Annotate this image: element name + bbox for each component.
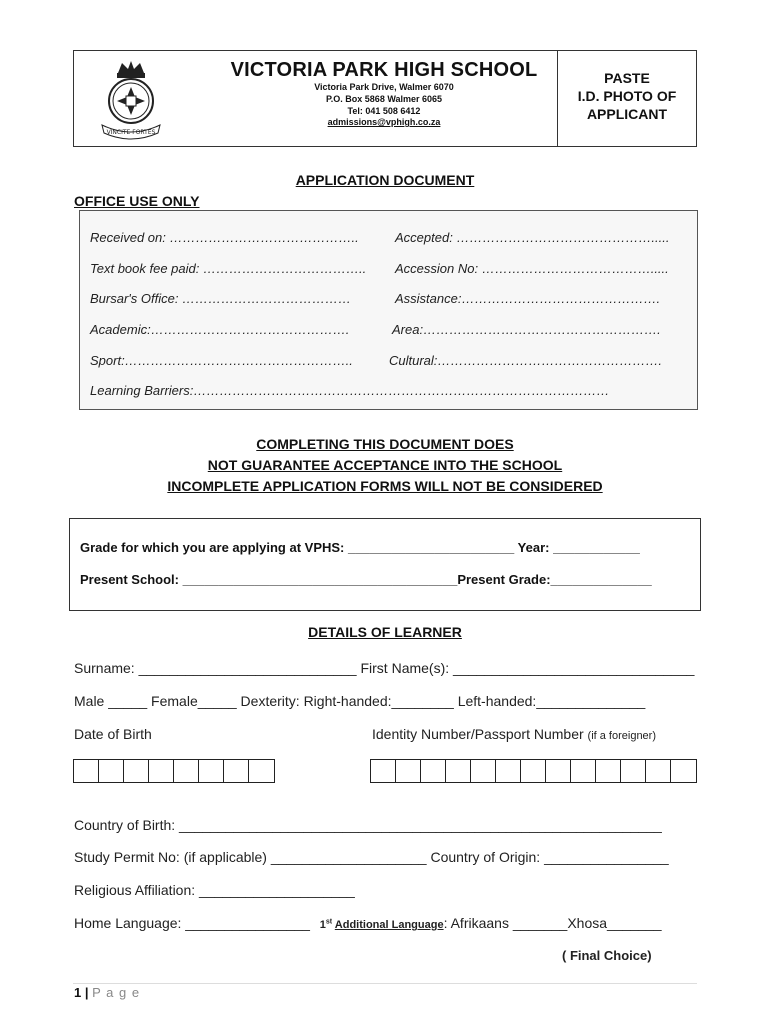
additional-language-ordinal: 1: [319, 919, 326, 931]
footer-divider: [73, 983, 697, 984]
cultural-field[interactable]: Cultural:…………………………………………….: [389, 353, 663, 368]
id-digit-box[interactable]: [571, 760, 596, 782]
dob-digit-box[interactable]: [199, 760, 224, 782]
assistance-field[interactable]: Assistance:……………………………………….: [395, 291, 661, 306]
id-digit-box[interactable]: [446, 760, 471, 782]
id-digit-box[interactable]: [496, 760, 521, 782]
learner-details-title: DETAILS OF LEARNER: [308, 624, 462, 640]
photo-line-2: I.D. PHOTO OF: [577, 88, 677, 104]
id-number-label: [372, 726, 656, 742]
sport-field[interactable]: Sport:……………………………………………..: [90, 353, 353, 368]
page-word: P a g e: [92, 985, 141, 1000]
learning-barriers-field[interactable]: Learning Barriers:……………………………………………………………………………………: [90, 383, 610, 398]
id-number-label-text: Identity Number/Passport Number: [372, 726, 584, 742]
page-number: 1: [74, 985, 82, 1000]
religious-affiliation-field[interactable]: Religious Affiliation: ____________________: [74, 882, 355, 898]
dob-digit-box[interactable]: [249, 760, 274, 782]
school-crest: [96, 59, 166, 141]
dob-digit-box[interactable]: [174, 760, 199, 782]
date-of-birth-label: Date of Birth: [74, 726, 152, 742]
accession-no-field[interactable]: Accession No: ………………………………….....: [395, 261, 669, 276]
id-digit-box[interactable]: [521, 760, 546, 782]
bursar-office-field[interactable]: Bursar's Office: …………………………………: [90, 291, 352, 306]
id-digit-box[interactable]: [621, 760, 646, 782]
page-footer: [74, 985, 140, 1000]
additional-language-options: : Afrikaans _______Xhosa_______: [443, 915, 662, 931]
id-digit-box[interactable]: [646, 760, 671, 782]
photo-line-1: PASTE: [604, 70, 650, 86]
gender-dexterity-field[interactable]: Male _____ Female_____ Dexterity: Right-handed:________ Left-handed:______________: [74, 693, 646, 709]
id-digit-box[interactable]: [546, 760, 571, 782]
id-digit-box[interactable]: [596, 760, 621, 782]
additional-language-text: Additional Language: [334, 919, 444, 931]
page-separator: |: [84, 985, 89, 1000]
additional-language-suffix: st: [325, 918, 333, 926]
school-email: admissions@vphigh.co.za: [327, 117, 441, 127]
country-of-birth-field[interactable]: Country of Birth: ______________________________________________________________: [74, 817, 662, 833]
dob-digit-box[interactable]: [99, 760, 124, 782]
area-field[interactable]: Area:……………………………………………….: [392, 322, 661, 337]
office-use-box: [79, 210, 698, 410]
dob-digit-box[interactable]: [224, 760, 249, 782]
date-of-birth-boxes[interactable]: [73, 759, 275, 783]
id-number-boxes[interactable]: [370, 759, 697, 783]
final-choice-note: ( Final Choice): [562, 948, 652, 963]
dob-digit-box[interactable]: [149, 760, 174, 782]
received-on-field[interactable]: Received on: ……………………………………..: [90, 230, 359, 245]
photo-line-3: APPLICANT: [586, 106, 668, 122]
warning-line-3: INCOMPLETE APPLICATION FORMS WILL NOT BE CONSIDERED: [167, 478, 603, 494]
academic-field[interactable]: Academic:……………………………………….: [90, 322, 350, 337]
warning-line-1: COMPLETING THIS DOCUMENT DOES: [256, 436, 514, 452]
home-language-field[interactable]: [74, 915, 662, 931]
home-language-text: Home Language: ________________: [74, 915, 310, 931]
grade-applying-field[interactable]: Grade for which you are applying at VPHS: _______________________ Year: ____________: [80, 540, 640, 555]
school-name: VICTORIA PARK HIGH SCHOOL: [230, 59, 538, 81]
surname-firstname-field[interactable]: Surname: ____________________________ First Name(s): _______________________________: [74, 660, 695, 676]
document-title: APPLICATION DOCUMENT: [295, 172, 475, 188]
present-school-field[interactable]: Present School: ______________________________________Present Grade:______________: [80, 572, 652, 587]
id-digit-box[interactable]: [471, 760, 496, 782]
photo-placeholder: [558, 69, 696, 123]
svg-text:VINCITE FORTES: VINCITE FORTES: [106, 129, 156, 136]
school-address-line2: P.O. Box 5868 Walmer 6065: [325, 94, 443, 104]
dob-digit-box[interactable]: [124, 760, 149, 782]
school-address-line1: Victoria Park Drive, Walmer 6070: [314, 82, 454, 92]
id-digit-box[interactable]: [371, 760, 396, 782]
study-permit-field[interactable]: Study Permit No: (if applicable) ____________________ Country of Origin: ________________: [74, 849, 669, 865]
school-telephone: Tel: 041 508 6412: [347, 106, 421, 116]
foreigner-note: (if a foreigner): [587, 730, 657, 742]
id-digit-box[interactable]: [421, 760, 446, 782]
letterhead: [73, 50, 697, 147]
accepted-field[interactable]: Accepted: ……………………………………….....: [395, 230, 670, 245]
warning-line-2: NOT GUARANTEE ACCEPTANCE INTO THE SCHOOL: [207, 457, 563, 473]
office-use-title: OFFICE USE ONLY: [74, 193, 200, 209]
id-digit-box[interactable]: [671, 760, 696, 782]
additional-language-label: [320, 919, 444, 931]
dob-digit-box[interactable]: [74, 760, 99, 782]
textbook-fee-field[interactable]: Text book fee paid: ………………………………..: [90, 261, 367, 276]
id-digit-box[interactable]: [396, 760, 421, 782]
grade-box: [69, 518, 701, 611]
